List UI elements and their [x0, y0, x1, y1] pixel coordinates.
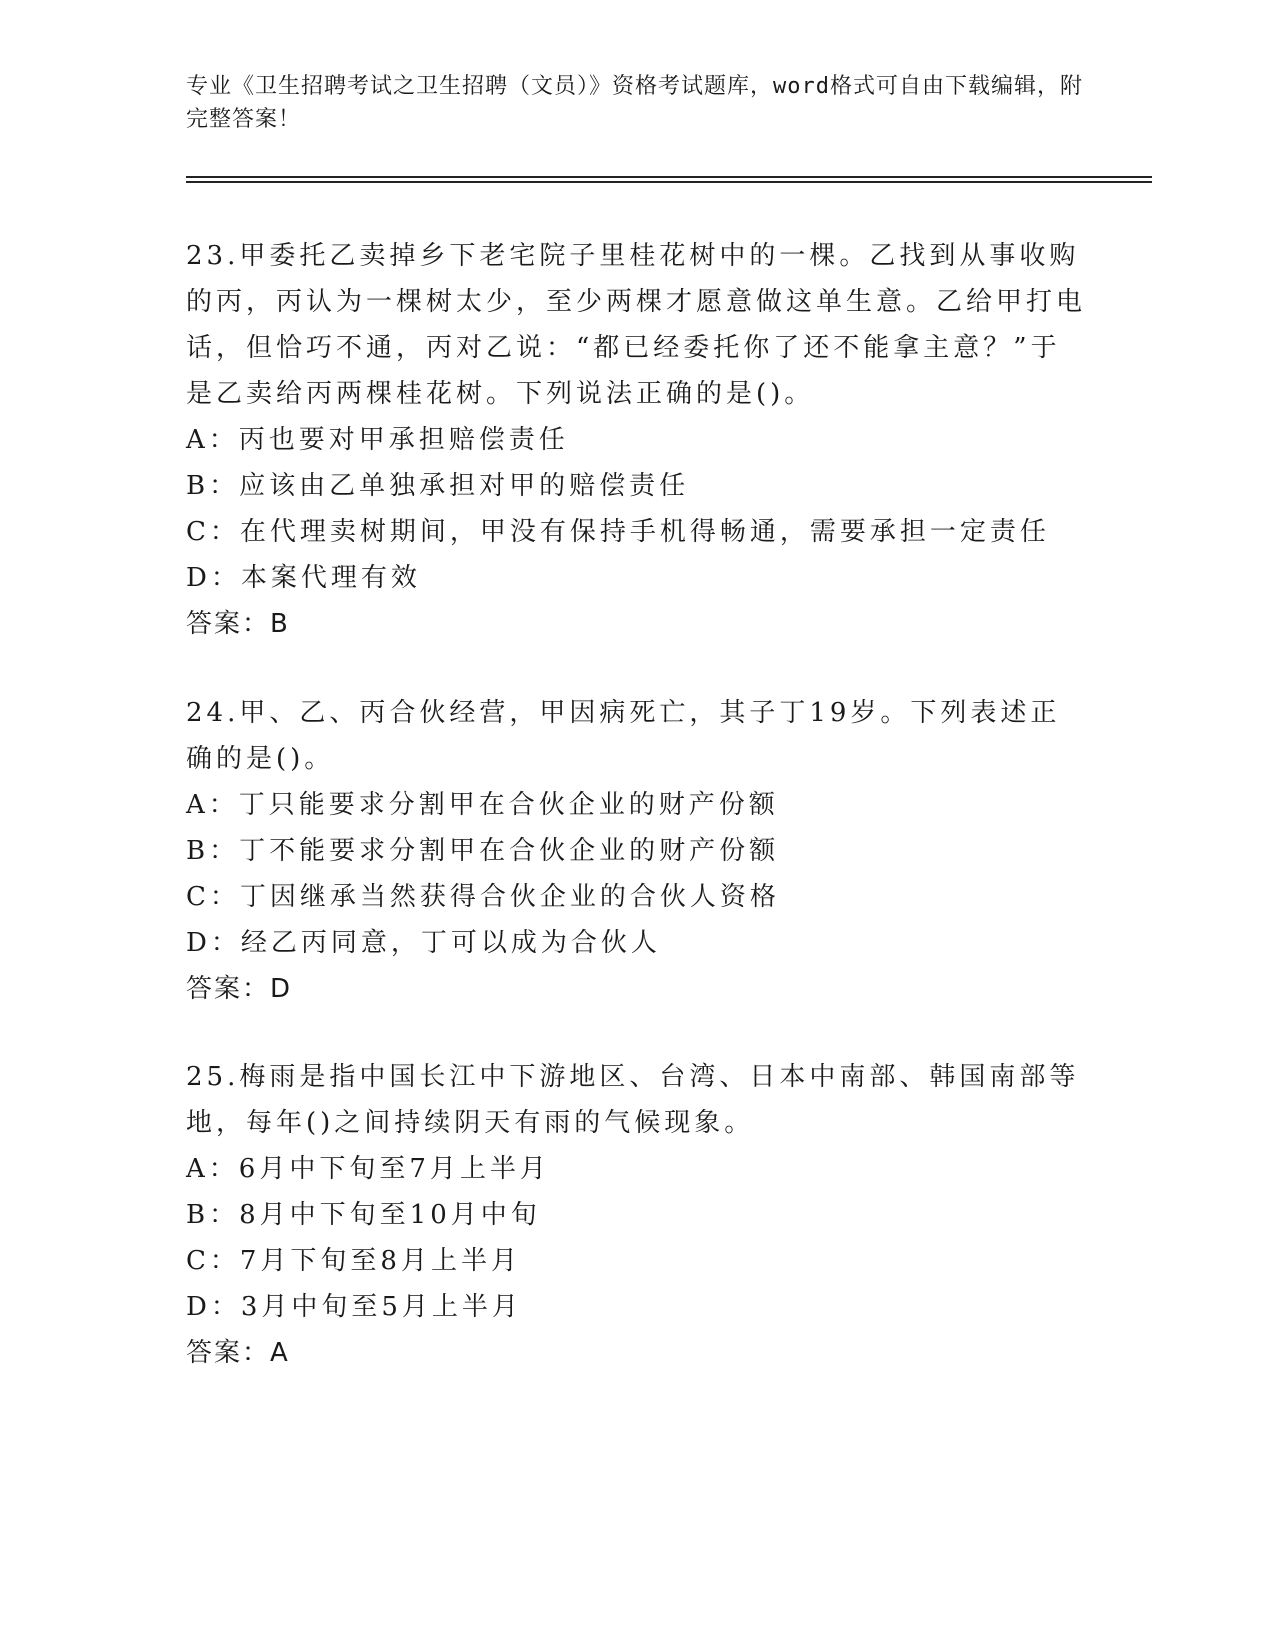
question-stem: 23.甲委托乙卖掉乡下老宅院子里桂花树中的一棵。乙找到从事收购的丙，丙认为一棵树太少，至少两棵才愿意做这单生意。乙给甲打电话，但恰巧不通，丙对乙说：“都已经委托你了还不能拿主意？”于是乙卖给丙两棵桂花树。下列说法正确的是()。: [186, 241, 1087, 409]
question-stem: 24.甲、乙、丙合伙经营，甲因病死亡，其子丁19岁。下列表述正确的是()。: [186, 698, 1061, 774]
header-rule-bottom: [186, 181, 1152, 183]
option-a: A：6月中下旬至7月上半月: [186, 1154, 550, 1184]
option-c: C：丁因继承当然获得合伙企业的合伙人资格: [186, 882, 780, 912]
option-d: D：经乙丙同意，丁可以成为合伙人: [186, 928, 661, 958]
option-d: D：本案代理有效: [186, 563, 421, 593]
question-stem: 25.梅雨是指中国长江中下游地区、台湾、日本中南部、韩国南部等地，每年()之间持续阴天有雨的气候现象。: [186, 1062, 1080, 1138]
option-b: B：8月中下旬至10月中旬: [186, 1200, 541, 1230]
option-b: B：丁不能要求分割甲在合伙企业的财产份额: [186, 836, 780, 866]
option-a: A：丁只能要求分割甲在合伙企业的财产份额: [186, 790, 779, 820]
answer: 答案：B: [186, 609, 290, 639]
option-c: C：在代理卖树期间，甲没有保持手机得畅通，需要承担一定责任: [186, 517, 1050, 547]
option-c: C：7月下旬至8月上半月: [186, 1246, 521, 1276]
question-23: [186, 233, 1086, 647]
option-a: A：丙也要对甲承担赔偿责任: [186, 425, 569, 455]
question-24: [186, 690, 1086, 1012]
header-rule-top: [186, 176, 1152, 178]
option-b: B：应该由乙单独承担对甲的赔偿责任: [186, 471, 690, 501]
question-25: [186, 1054, 1086, 1376]
document-header: 专业《卫生招聘考试之卫生招聘（文员）》资格考试题库，word格式可自由下载编辑，附完整答案！: [186, 74, 1083, 132]
option-d: D：3月中旬至5月上半月: [186, 1292, 522, 1322]
answer: 答案：D: [186, 974, 293, 1004]
answer: 答案：A: [186, 1338, 290, 1368]
